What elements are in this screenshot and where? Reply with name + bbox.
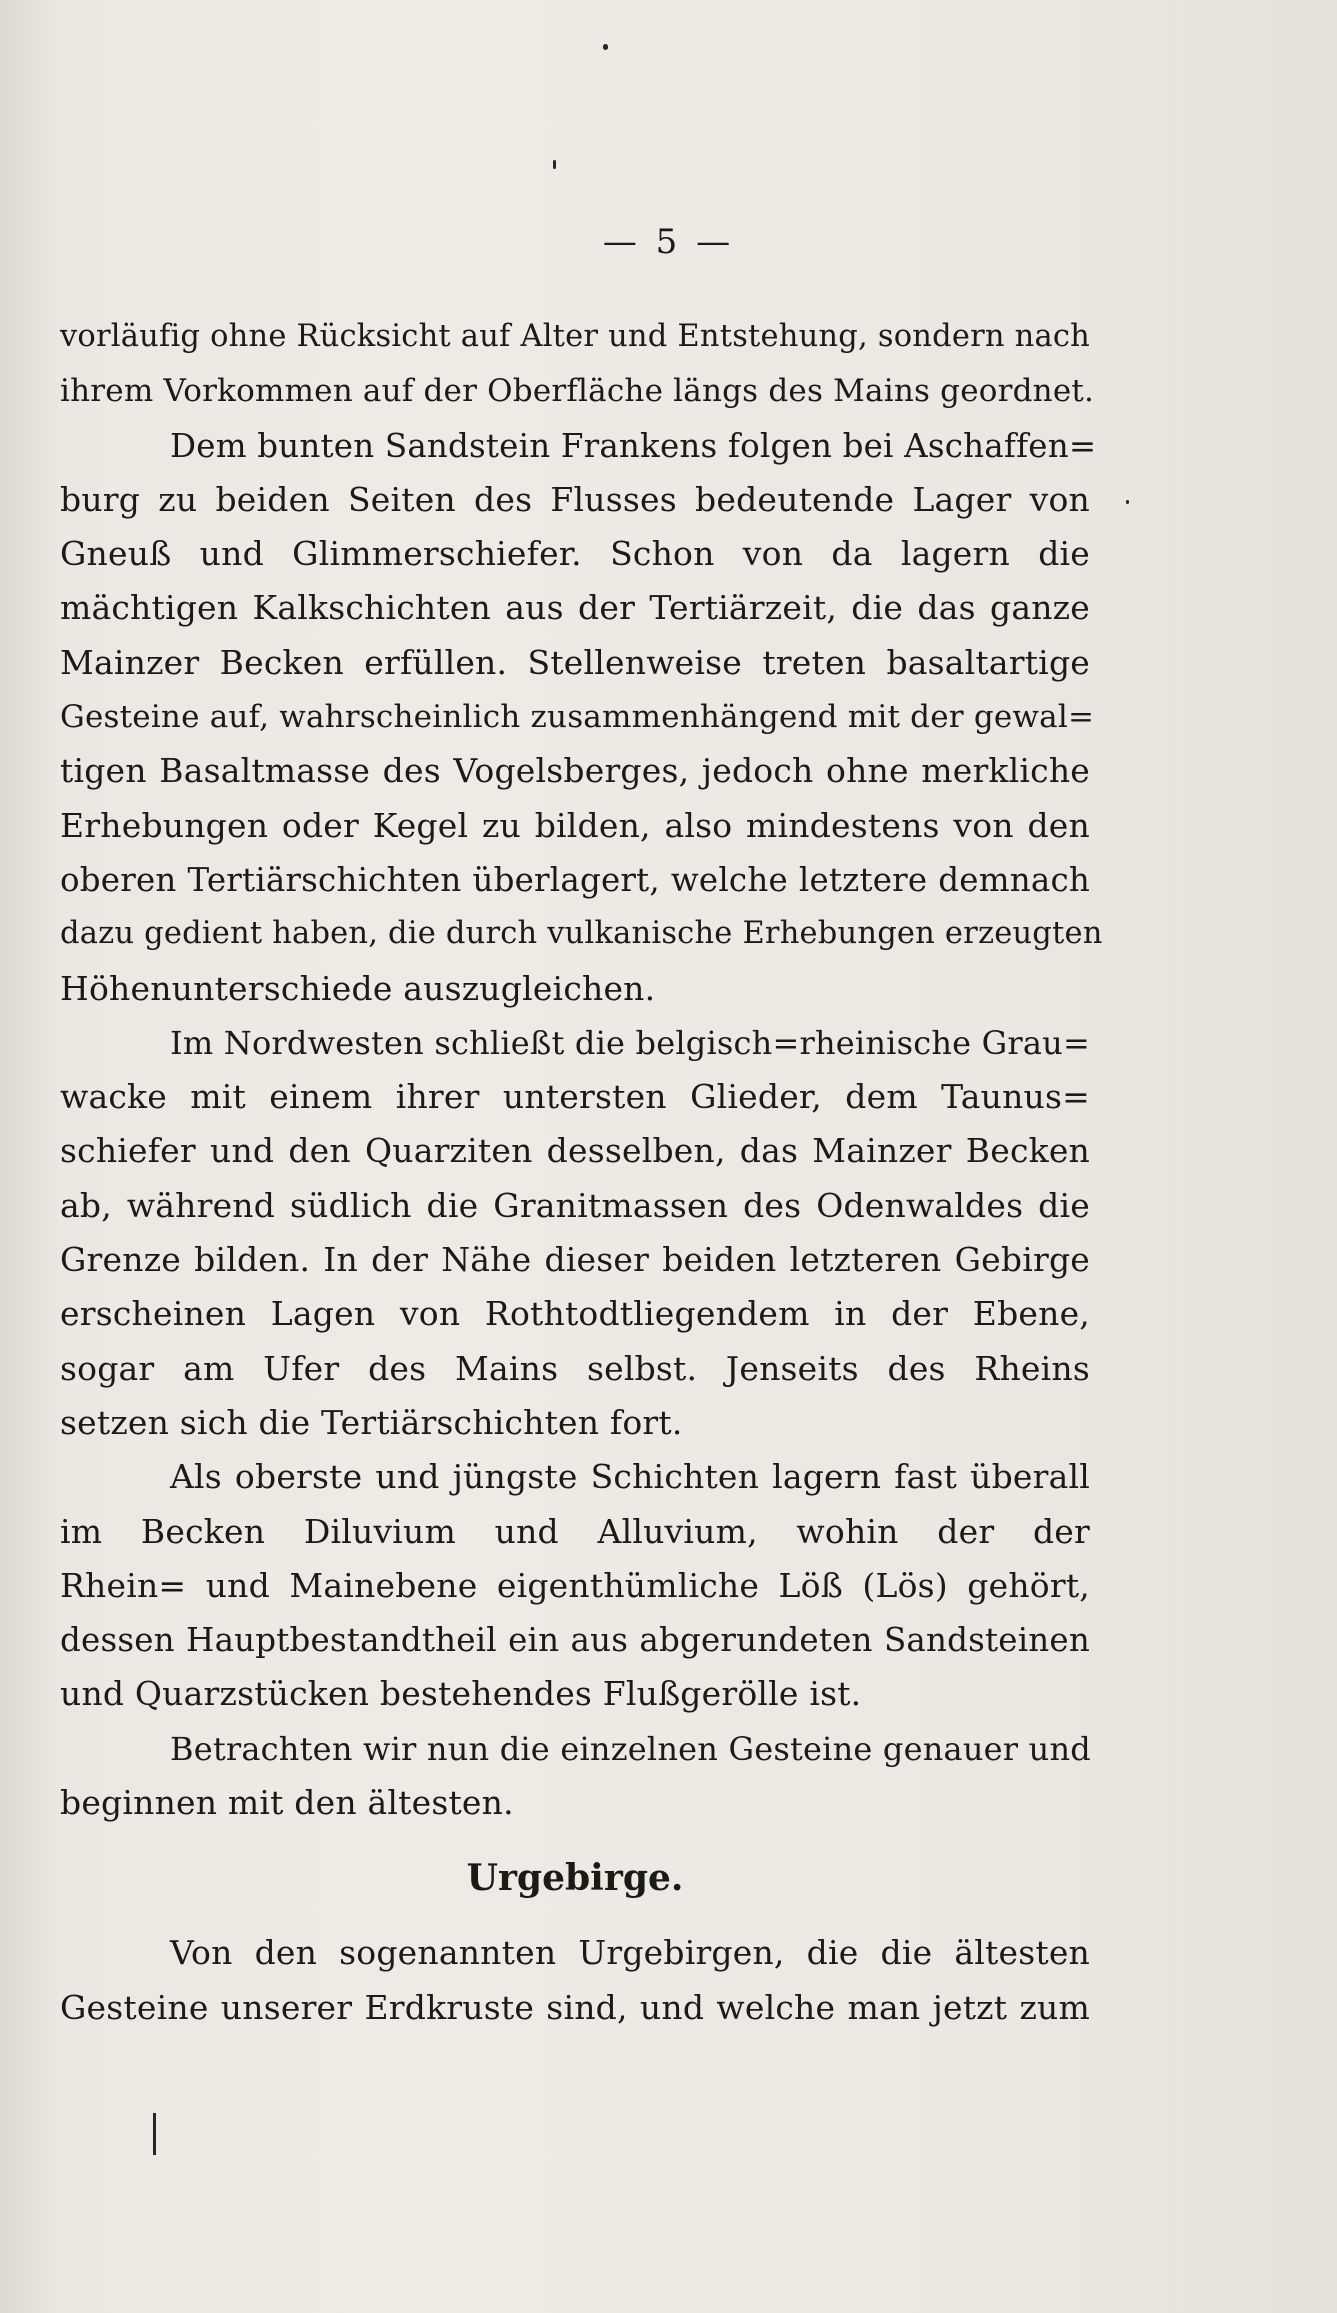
text-line: Höhenunterschiede auszugleichen. <box>60 968 656 1008</box>
body-text <box>60 310 1103 2035</box>
ink-speck <box>553 160 556 169</box>
text-line: ihrem Vorkommen auf der Oberfläche längs des Mains geordnet. <box>60 373 1095 410</box>
text-line: sogar am Ufer des Mains selbst. Jenseits des Rheins <box>60 1348 1090 1388</box>
text-line: tigen Basaltmasse des Vogelsberges, jedoch ohne merkliche <box>60 751 1090 791</box>
text-line: Gesteine auf, wahrscheinlich zusammenhängend mit der gewal= <box>60 699 1095 736</box>
text-line: wacke mit einem ihrer untersten Glieder, dem Taunus= <box>60 1077 1090 1117</box>
text-line: Grenze bilden. In der Nähe dieser beiden letzteren Gebirge <box>60 1240 1090 1280</box>
section-heading: Urgebirge. <box>466 1857 684 1900</box>
text-line: dessen Hauptbestandtheil ein aus abgerundeten Sandsteinen <box>60 1621 1090 1660</box>
text-line: Im Nordwesten schließt die belgisch=rheinische Grau= <box>170 1023 1091 1062</box>
text-line: ab, während südlich die Granitmassen des Odenwaldes die <box>60 1185 1090 1225</box>
text-line: burg zu beiden Seiten des Flusses bedeutende Lager von <box>60 479 1090 519</box>
text-line: und Quarzstücken bestehendes Flußgerölle ist. <box>60 1674 862 1714</box>
text-line: Von den sogenannten Urgebirgen, die die ältesten <box>170 1933 1090 1973</box>
text-line: vorläufig ohne Rücksicht auf Alter und Entstehung, sondern nach <box>60 319 1090 354</box>
text-line: Als oberste und jüngste Schichten lagern fast überall <box>170 1457 1090 1497</box>
text-line: Mainzer Becken erfüllen. Stellenweise treten basaltartige <box>60 642 1090 682</box>
text-line: schiefer und den Quarziten desselben, das Mainzer Becken <box>60 1131 1090 1171</box>
text-line: mächtigen Kalkschichten aus der Tertiärzeit, die das ganze <box>60 588 1090 628</box>
text-line: Gesteine unserer Erdkruste sind, und welche man jetzt zum <box>60 1987 1090 2027</box>
text-line: Rhein= und Mainebene eigenthümliche Löß (Lös) gehört, <box>60 1565 1090 1605</box>
text-line: im Becken Diluvium und Alluvium, wohin der der <box>60 1511 1090 1551</box>
text-line: Dem bunten Sandstein Frankens folgen bei Aschaffen= <box>170 426 1097 465</box>
ink-speck <box>603 44 608 50</box>
text-line: beginnen mit den ältesten. <box>60 1783 514 1823</box>
text-line: Erhebungen oder Kegel zu bilden, also mindestens von den <box>60 805 1090 845</box>
page-number: — 5 — <box>602 222 735 262</box>
text-line: Gneuß und Glimmerschiefer. Schon von da lagern die <box>60 534 1090 574</box>
text-line: dazu gedient haben, die durch vulkanische Erhebungen erzeugten <box>60 916 1103 952</box>
text-line: erscheinen Lagen von Rothtodtliegendem in der Ebene, <box>60 1294 1090 1334</box>
ink-speck <box>153 2113 156 2155</box>
ink-speck <box>1126 500 1129 504</box>
text-line: setzen sich die Tertiärschichten fort. <box>60 1402 683 1442</box>
text-line: Betrachten wir nun die einzelnen Gesteine genauer und <box>170 1729 1091 1768</box>
text-line: oberen Tertiärschichten überlagert, welche letztere demnach <box>60 860 1090 899</box>
